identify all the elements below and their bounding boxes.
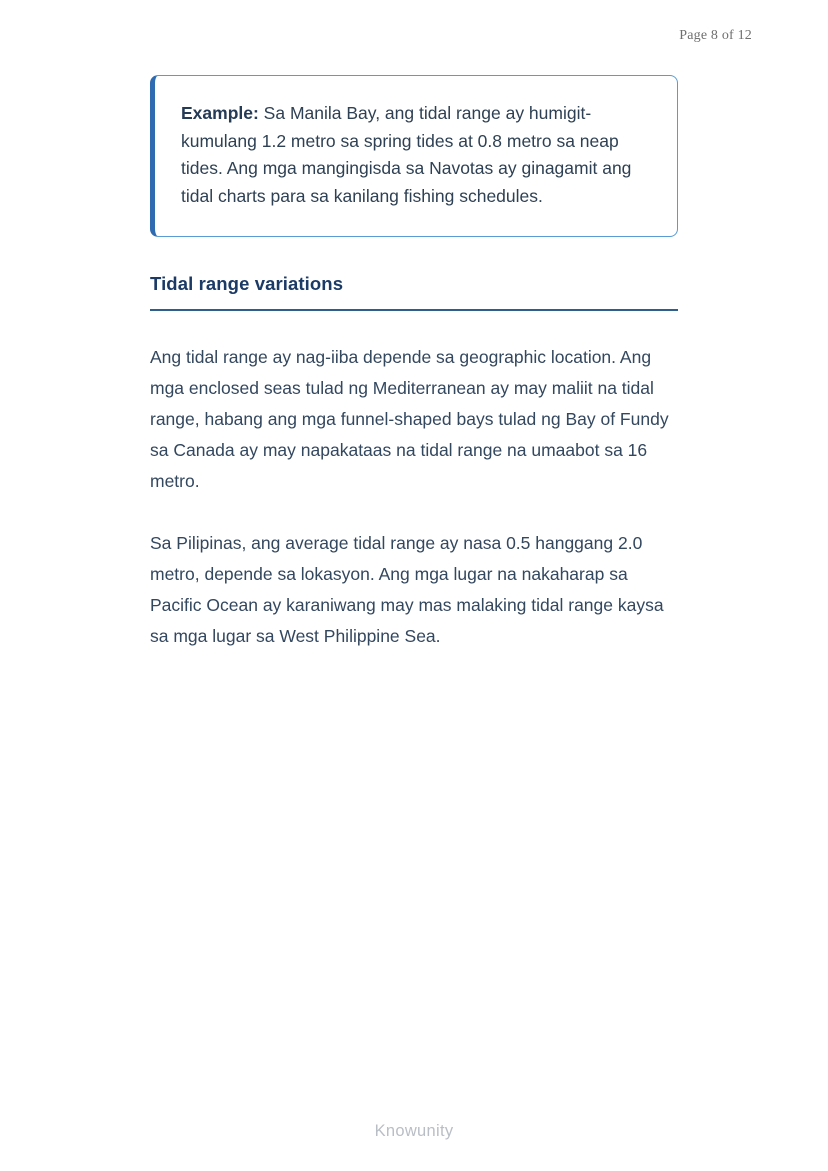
- footer-brand: Knowunity: [374, 1122, 454, 1140]
- body-paragraph-2: Sa Pilipinas, ang average tidal range ay nasa 0.5 hanggang 2.0 metro, depende sa lokasyon. Ang mga lugar na nakaharap sa Pacific Ocean ay karaniwang may mas malaking tidal range kaysa sa mga lugar sa West Philippine Sea.: [150, 533, 664, 646]
- example-callout-box: [150, 75, 678, 237]
- example-text: Sa Manila Bay, ang tidal range ay humigit-kumulang 1.2 metro sa spring tides at 0.8 metro sa neap tides. Ang mga mangingisda sa Navotas ay ginagamit ang tidal charts para sa kanilang fishing schedules.: [181, 103, 632, 206]
- body-paragraph-1: Ang tidal range ay nag-iiba depende sa geographic location. Ang mga enclosed seas tulad ng Mediterranean ay may maliit na tidal range, habang ang mga funnel-shaped bays tulad ng Bay of Fundy sa Canada ay may napakataas na tidal range na umaabot sa 16 metro.: [150, 347, 669, 491]
- page-number: Page 8 of 12: [679, 28, 752, 43]
- section-heading: Tidal range variations: [150, 273, 344, 294]
- section-divider: [150, 309, 678, 311]
- example-label: Example:: [181, 103, 259, 123]
- page-content: [150, 75, 678, 652]
